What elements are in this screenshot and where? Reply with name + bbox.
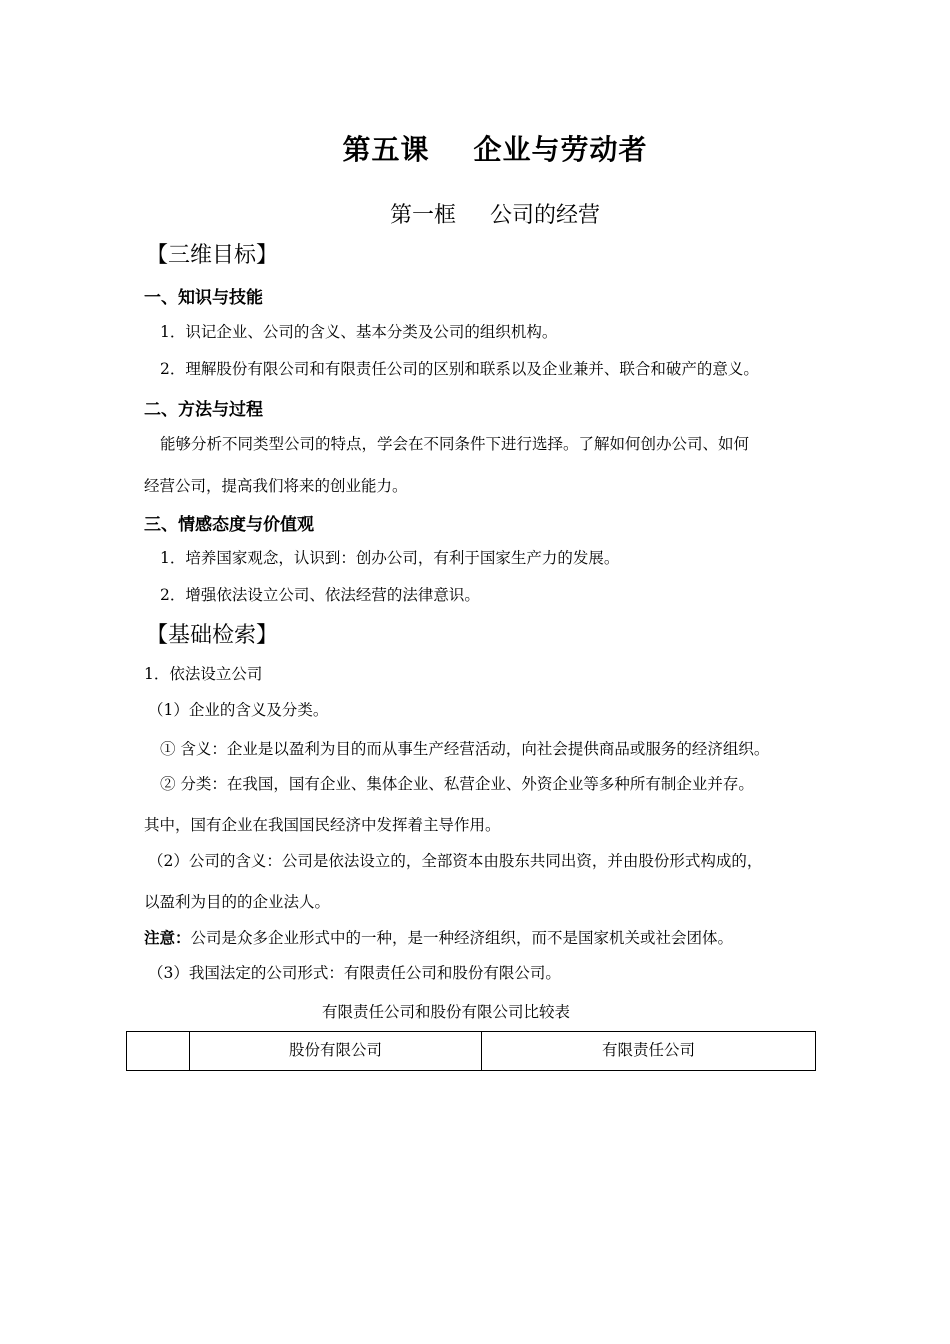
basics-item-1-2-line-2: 以盈利为目的的企业法人。	[144, 893, 331, 911]
emotion-item-1: 1．培养国家观念，认识到：创办公司，有利于国家生产力的发展。	[160, 549, 620, 567]
basics-classification-line-2: 其中，国有企业在我国国民经济中发挥着主导作用。	[144, 816, 501, 834]
basics-item-1-1: （1）企业的含义及分类。	[148, 701, 329, 719]
lesson-subtitle-number: 第一框	[389, 203, 456, 228]
comparison-table	[126, 1031, 816, 1071]
lesson-title-number: 第五课	[342, 133, 430, 166]
basics-item-1-3: （3）我国法定的公司形式：有限责任公司和股份有限公司。	[148, 964, 561, 982]
note-label: 注意：	[144, 929, 191, 947]
knowledge-item-2: 2．理解股份有限公司和有限责任公司的区别和联系以及企业兼并、联合和破产的意义。	[160, 360, 759, 378]
lesson-title	[0, 128, 950, 168]
section-basics: 【基础检索】	[146, 623, 279, 648]
lesson-subtitle-name: 公司的经营	[490, 203, 601, 228]
section-goals: 【三维目标】	[146, 243, 279, 268]
basics-item-1: 1．依法设立公司	[144, 665, 263, 683]
note-text: 公司是众多企业形式中的一种，是一种经济组织，而不是国家机关或社会团体。	[190, 929, 734, 947]
emotion-item-2: 2．增强依法设立公司、依法经营的法律意识。	[160, 586, 480, 604]
lesson-title-name: 企业与劳动者	[473, 133, 648, 166]
heading-knowledge: 一、知识与技能	[144, 288, 263, 308]
basics-classification-line-1: ② 分类：在我国，国有企业、集体企业、私营企业、外资企业等多种所有制企业并存。	[160, 775, 754, 793]
table-header-limited-liability: 有限责任公司	[482, 1032, 816, 1071]
table-header-row	[127, 1032, 816, 1071]
method-line-1: 能够分析不同类型公司的特点，学会在不同条件下进行选择。了解如何创办公司、如何	[160, 435, 750, 453]
knowledge-item-1: 1．识记企业、公司的含义、基本分类及公司的组织机构。	[160, 323, 558, 341]
basics-meaning: ① 含义：企业是以盈利为目的而从事生产经营活动，向社会提供商品或服务的经济组织。	[160, 740, 770, 758]
heading-method: 二、方法与过程	[144, 400, 263, 420]
note	[144, 926, 733, 948]
basics-item-1-2-line-1: （2）公司的含义：公司是依法设立的，全部资本由股东共同出资，并由股份形式构成的，	[148, 852, 763, 870]
method-line-2: 经营公司，提高我们将来的创业能力。	[144, 477, 408, 495]
table-header-joint-stock: 股份有限公司	[190, 1032, 482, 1071]
lesson-subtitle	[0, 198, 950, 229]
heading-emotion: 三、情感态度与价值观	[144, 515, 314, 535]
table-header-blank	[127, 1032, 190, 1071]
table-caption: 有限责任公司和股份有限公司比较表	[321, 1003, 570, 1021]
